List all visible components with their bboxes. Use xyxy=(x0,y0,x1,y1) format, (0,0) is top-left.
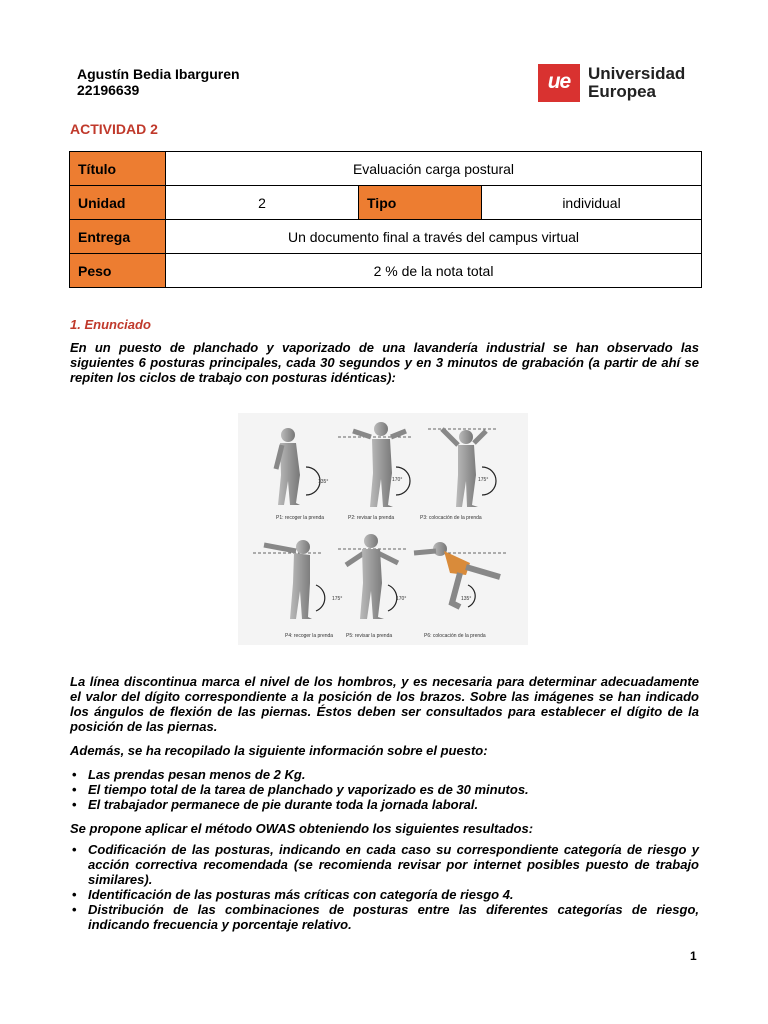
logo-line1: Universidad xyxy=(588,64,686,83)
angle-label: 135° xyxy=(318,479,329,485)
posture-caption: P3: colocación de la prenda xyxy=(420,515,482,521)
section-heading: 1. Enunciado xyxy=(70,317,151,332)
owas-bullet-list xyxy=(70,842,699,932)
posture-p5-figure xyxy=(338,534,408,619)
logo-mark: ue xyxy=(547,70,571,93)
activity-title: ACTIVIDAD 2 xyxy=(70,121,158,137)
posture-p3-figure xyxy=(428,429,498,507)
list-item: • El tiempo total de la tarea de planchado y vaporizado es de 30 minutos. xyxy=(70,782,699,797)
table-row xyxy=(70,152,702,186)
posture-caption: P2: revisar la prenda xyxy=(348,515,395,521)
author-name: Agustín Bedia Ibarguren xyxy=(77,66,240,82)
posture-p2-figure xyxy=(338,422,413,507)
unidad-value: 2 xyxy=(166,186,359,220)
student-id: 22196639 xyxy=(77,82,140,98)
angle-label: 170° xyxy=(396,596,407,602)
table-row xyxy=(70,220,702,254)
tipo-value: individual xyxy=(482,186,702,220)
angle-label: 175° xyxy=(478,477,489,483)
postures-figure xyxy=(238,413,528,645)
peso-label: Peso xyxy=(70,254,166,288)
posture-p1-figure xyxy=(276,428,320,505)
titulo-label: Título xyxy=(70,152,166,186)
list-item: • Codificación de las posturas, indicando en cada caso su correspondiente categoría de riesgo y acción correctiva recomendada (se recomienda revisar por internet posibles puesto de trabajo similares). xyxy=(70,842,699,887)
author-block xyxy=(77,66,240,98)
entrega-label: Entrega xyxy=(70,220,166,254)
info-bullet-list xyxy=(70,767,699,812)
list-item: • Identificación de las posturas más críticas con categoría de riesgo 4. xyxy=(70,887,699,902)
page-number: 1 xyxy=(690,949,697,963)
intro-paragraph: En un puesto de planchado y vaporizado de una lavandería industrial se han observado las siguientes 6 posturas principales, cada 30 segundos y en 3 minutos de grabación (a partir de ahí se repiten los ciclos de trabajo con posturas idénticas): xyxy=(70,340,699,385)
posture-caption: P1: recoger la prenda xyxy=(276,515,325,521)
university-logo xyxy=(538,62,690,104)
posture-caption: P4: recoger la prenda xyxy=(285,633,334,639)
angle-label: 170° xyxy=(392,477,403,483)
posture-caption: P5: revisar la prenda xyxy=(346,633,393,639)
info-intro-paragraph: Además, se ha recopilado la siguiente información sobre el puesto: xyxy=(70,743,488,758)
peso-value: 2 % de la nota total xyxy=(166,254,702,288)
tipo-label: Tipo xyxy=(359,186,482,220)
angle-label: 175° xyxy=(332,596,343,602)
angle-label: 135° xyxy=(461,596,472,602)
posture-p4-figure xyxy=(253,540,325,619)
owas-intro-paragraph: Se propone aplicar el método OWAS obteniendo los siguientes resultados: xyxy=(70,821,534,836)
titulo-value: Evaluación carga postural xyxy=(166,152,702,186)
table-row xyxy=(70,254,702,288)
list-item: • El trabajador permanece de pie durante toda la jornada laboral. xyxy=(70,797,699,812)
logo-text xyxy=(588,65,685,101)
unidad-label: Unidad xyxy=(70,186,166,220)
logo-line2: Europea xyxy=(588,82,657,101)
table-row xyxy=(70,186,702,220)
list-item: • Distribución de las combinaciones de posturas entre las diferentes categorías de riesgo, indicando frecuencia y porcentaje relativo. xyxy=(70,902,699,932)
entrega-value: Un documento final a través del campus virtual xyxy=(166,220,702,254)
ue-logo-icon xyxy=(538,64,580,102)
posture-caption: P6: colocación de la prenda xyxy=(424,633,486,639)
list-item: • Las prendas pesan menos de 2 Kg. xyxy=(70,767,699,782)
activity-info-table xyxy=(69,151,702,288)
shoulder-line-paragraph: La línea discontinua marca el nivel de los hombros, y es necesaria para determinar adecuadamente el valor del dígito correspondiente a la posición de los brazos. Sobre las imágenes se han indicado los ángulos de flexión de las piernas. Éstos deben ser consultados para establecer el dígito de la posición de las piernas. xyxy=(70,674,699,734)
